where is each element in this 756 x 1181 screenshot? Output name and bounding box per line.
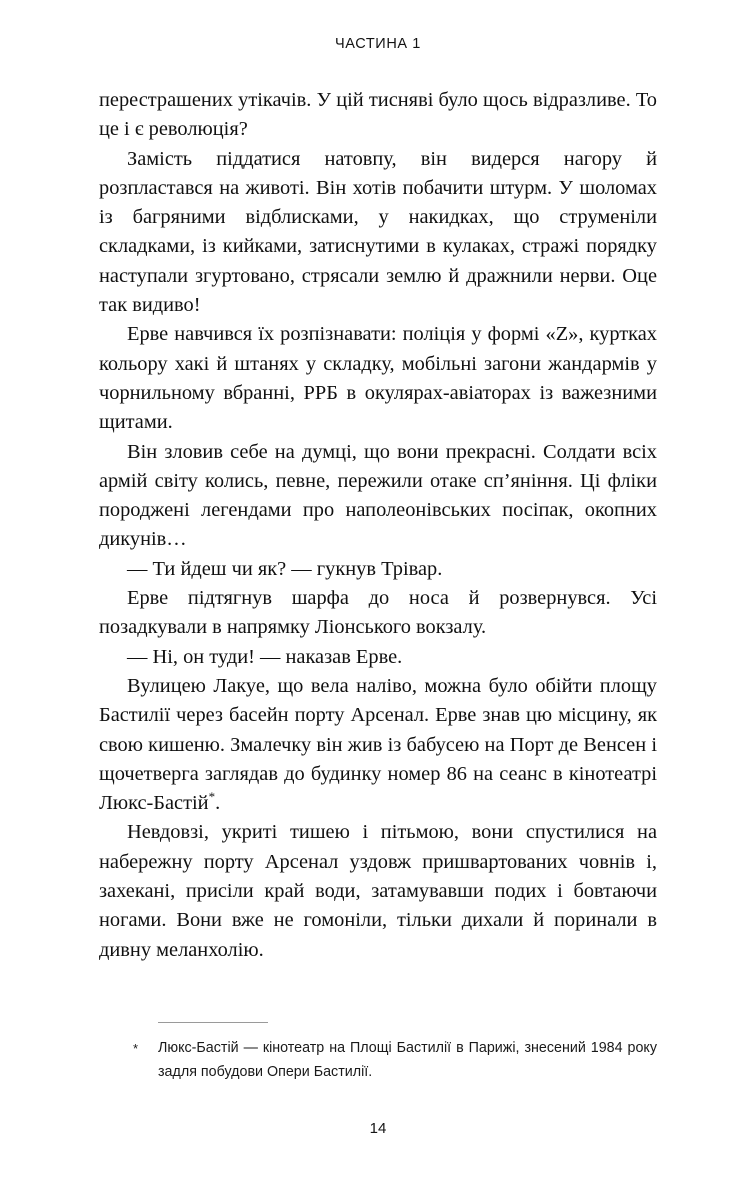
paragraph: Замість піддатися натовпу, він видерся нагору й розпластався на животі. Він хотів побачити штурм. У шоломах із багряними відблисками, у накидках, що струменіли складками, із кийками, затиснутими в кулаках, стражі порядку наступали згуртовано, стрясали землю й дражнили нерви. Оце так видиво! bbox=[99, 147, 657, 317]
dialogue-line: — Ні, он туди! — наказав Ерве. bbox=[127, 645, 403, 668]
paragraph: Він зловив себе на думці, що вони прекрасні. Солдати всіх армій світу колись, певне, пережили отаке сп’яніння. Ці фліки породжені легендами про наполеонівських посіпак, окопних дикунів… bbox=[99, 440, 657, 551]
paragraph: Невдовзі, укриті тишею і пітьмою, вони спустилися на набережну порту Арсенал уздовж пришвартованих човнів і, захекані, присіли край води, затамувавши подих і бовтаючи ногами. Вони вже не гомоніли, тільки дихали й поринали в дивну меланхолію. bbox=[99, 821, 657, 961]
footnote-reference-marker[interactable]: * bbox=[208, 789, 216, 805]
paragraph: Ерве підтягнув шарфа до носа й розвернувся. Усі позадкували в напрямку Ліонського вокзалу. bbox=[99, 587, 657, 639]
page-number: 14 bbox=[369, 1120, 387, 1137]
body-text-block bbox=[99, 86, 657, 965]
footnote-zone bbox=[99, 1022, 657, 1084]
paragraph-with-footnote-ref bbox=[99, 672, 657, 818]
paragraph: Ерве навчився їх розпізнавати: поліція у формі «Z», куртках кольору хакі й штанях у складку, мобільні загони жандармів у чорнильному вбранні, РРБ в окулярах-авіаторах із важезними щитами. bbox=[99, 323, 657, 434]
footnote-text: Люкс-Бастій — кінотеатр на Площі Бастилії в Парижі, знесений 1984 року задля побудови Опери Бастилії. bbox=[158, 1040, 657, 1080]
footnote-separator-rule bbox=[158, 1022, 268, 1023]
running-head: ЧАСТИНА 1 bbox=[335, 36, 421, 52]
paragraph: перестрашених утікачів. У цій тисняві було щось відразливе. То це і є революція? bbox=[99, 89, 657, 141]
dialogue-line: — Ти йдеш чи як? — гукнув Трівар. bbox=[127, 557, 443, 580]
footnote bbox=[99, 1037, 657, 1084]
paragraph-text-tail: . bbox=[215, 792, 221, 815]
footnote-marker: * bbox=[133, 1041, 139, 1056]
paragraph-text: Вулицею Лакуе, що вела наліво, можна було обійти площу Бастилії через басейн порту Арсенал. Ерве знав цю місцину, як свою кишеню. Змалечку він жив із бабусею на Порт де Венсен і щочетверга заглядав до будинку номер 86 на сеанс в кінотеатрі Люкс-Бастій bbox=[99, 674, 657, 815]
